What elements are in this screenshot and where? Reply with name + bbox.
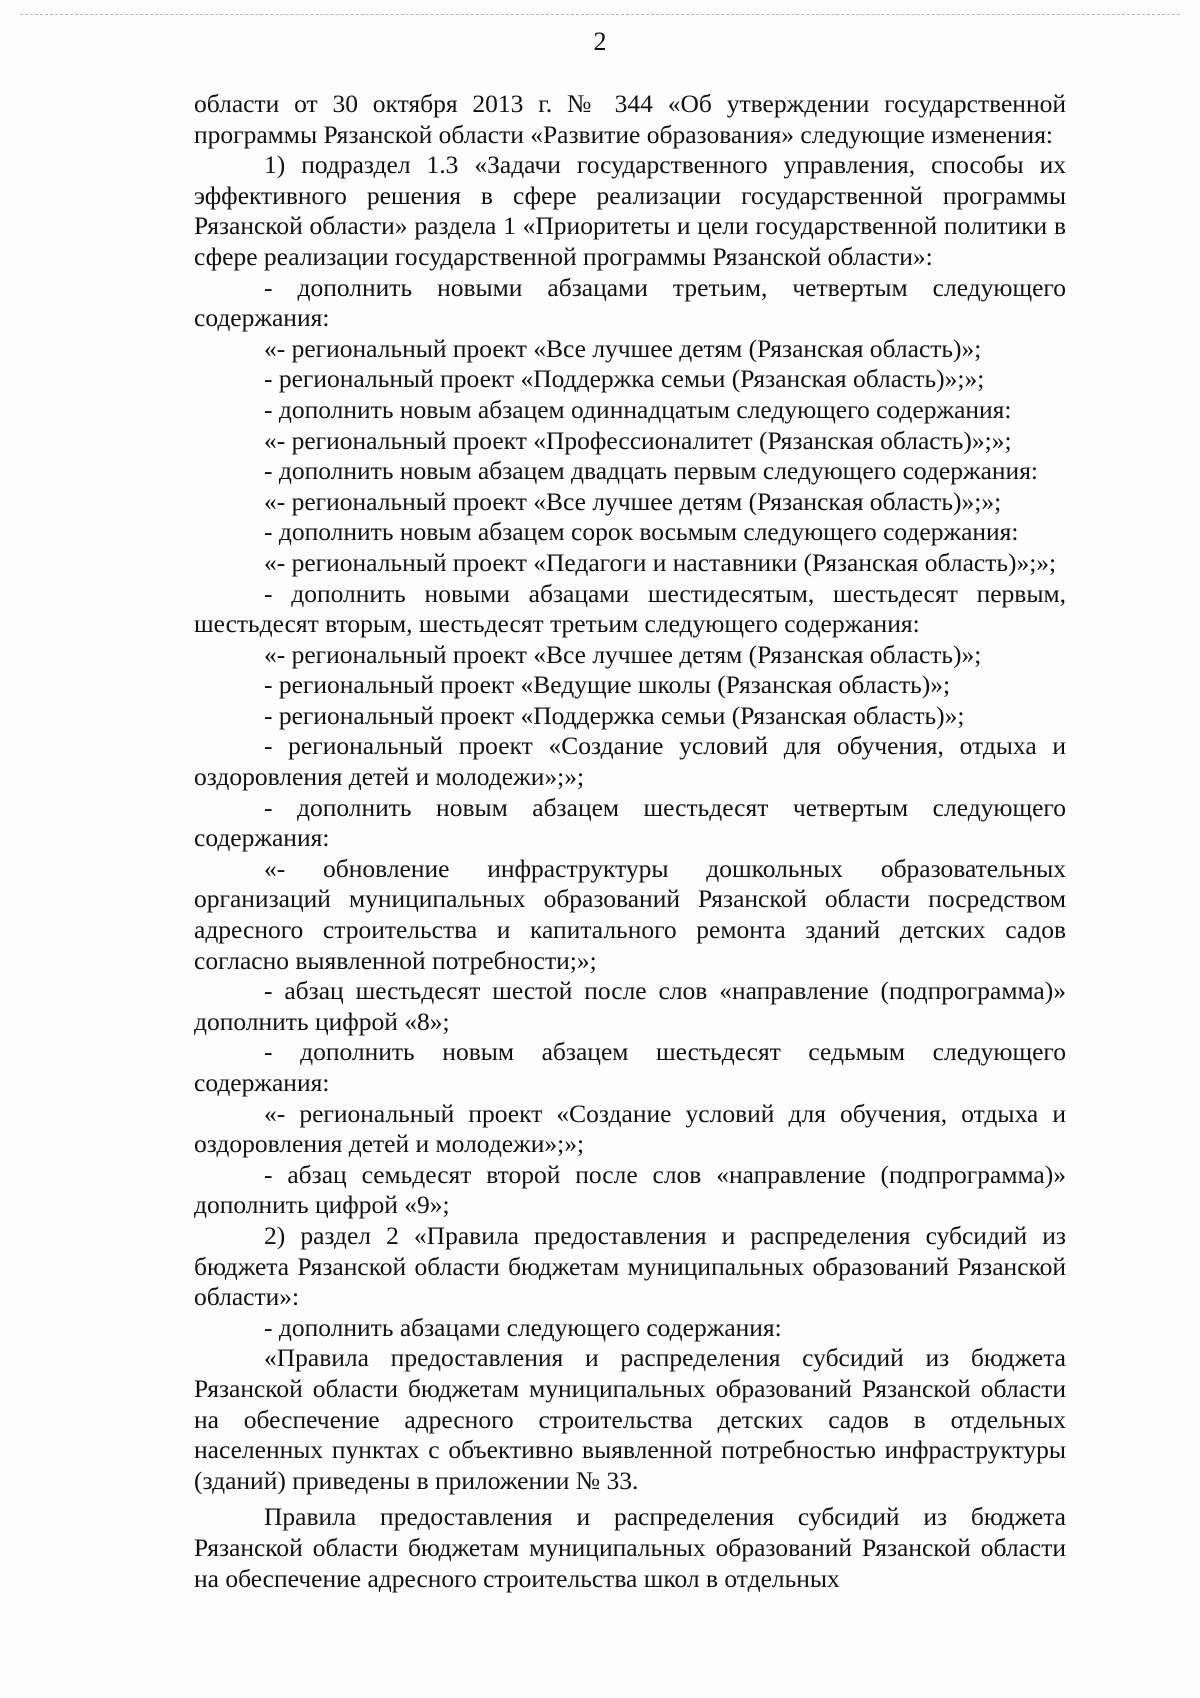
document-paragraph: «Правила предоставления и распределения субсидий из бюджета Рязанской области бюджетам муниципальных образований Рязанской области на обеспечение адресного строительства детских садов в отдельных населенных пунктах с объективно выявленной потребностью инфраструктуры (зданий) приведены в приложении № 33.	[194, 1343, 1066, 1495]
document-body	[194, 89, 1066, 1594]
document-paragraph: - дополнить новым абзацем шестьдесят четвертым следующего содержания:	[194, 792, 1066, 853]
document-paragraph: «- региональный проект «Педагоги и наставники (Рязанская область)»;»;	[264, 547, 1057, 577]
document-paragraph: «- обновление инфраструктуры дошкольных образовательных организаций муниципальных образований Рязанской области посредством адресного строительства и капитального ремонта зданий детских садов согласно выявленной потребности;»;	[194, 853, 1066, 975]
document-paragraph: Правила предоставления и распределения субсидий из бюджета Рязанской области бюджетам муниципальных образований Рязанской области на обеспечение адресного строительства школ в отдельных	[194, 1502, 1066, 1593]
document-paragraph: - абзац шестьдесят шестой после слов «направление (подпрограмма)» дополнить цифрой «8»;	[194, 976, 1066, 1036]
document-paragraph: - дополнить новым абзацем одиннадцатым следующего содержания:	[264, 394, 1012, 424]
document-paragraph: - дополнить новыми абзацами шестидесятым, шестьдесят первым, шестьдесят вторым, шестьдесят третьим следующего содержания:	[194, 578, 1066, 639]
document-paragraph: 2) раздел 2 «Правила предоставления и распределения субсидий из бюджета Рязанской области бюджетам муниципальных образований Рязанской области»:	[194, 1220, 1066, 1312]
document-paragraph: - региональный проект «Ведущие школы (Рязанская область)»;	[264, 670, 951, 700]
document-paragraph: - дополнить новым абзацем сорок восьмым следующего содержания:	[264, 517, 1019, 547]
document-paragraph: - дополнить новыми абзацами третьим, четвертым следующего содержания:	[194, 272, 1066, 333]
document-paragraph: «- региональный проект «Создание условий для обучения, отдыха и оздоровления детей и молодежи»;»;	[194, 1098, 1066, 1159]
document-paragraph: - региональный проект «Создание условий для обучения, отдыха и оздоровления детей и молодежи»;»;	[194, 731, 1066, 792]
document-paragraph: - дополнить абзацами следующего содержания:	[264, 1312, 782, 1342]
document-paragraph: «- региональный проект «Все лучшее детям (Рязанская область)»;	[264, 639, 982, 669]
document-paragraph: - региональный проект «Поддержка семьи (Рязанская область)»;	[264, 700, 965, 730]
scan-edge-line	[20, 14, 1180, 15]
document-paragraph: «- региональный проект «Все лучшее детям (Рязанская область)»;	[264, 333, 982, 363]
document-paragraph: - абзац семьдесят второй после слов «направление (подпрограмма)» дополнить цифрой «9»;	[194, 1159, 1066, 1220]
document-paragraph: «- региональный проект «Все лучшее детям (Рязанская область)»;»;	[264, 486, 1002, 516]
document-paragraph: области от 30 октября 2013 г. № 344 «Об утверждении государственной программы Рязанской области «Развитие образования» следующие изменения:	[194, 89, 1066, 149]
page-number: 2	[593, 27, 607, 56]
document-paragraph: - региональный проект «Поддержка семьи (Рязанская область)»;»;	[264, 364, 985, 394]
document-paragraph: - дополнить новым абзацем двадцать первым следующего содержания:	[264, 456, 1039, 486]
document-paragraph: 1) подраздел 1.3 «Задачи государственного управления, способы их эффективного решения в сфере реализации государственной программы Рязанской области» раздела 1 «Приоритеты и цели государственной политики в сфере реализации государственной программы Рязанской области»:	[194, 150, 1066, 271]
document-paragraph: «- региональный проект «Профессионалитет (Рязанская область)»;»;	[264, 425, 1012, 455]
document-paragraph: - дополнить новым абзацем шестьдесят седьмым следующего содержания:	[194, 1037, 1066, 1097]
